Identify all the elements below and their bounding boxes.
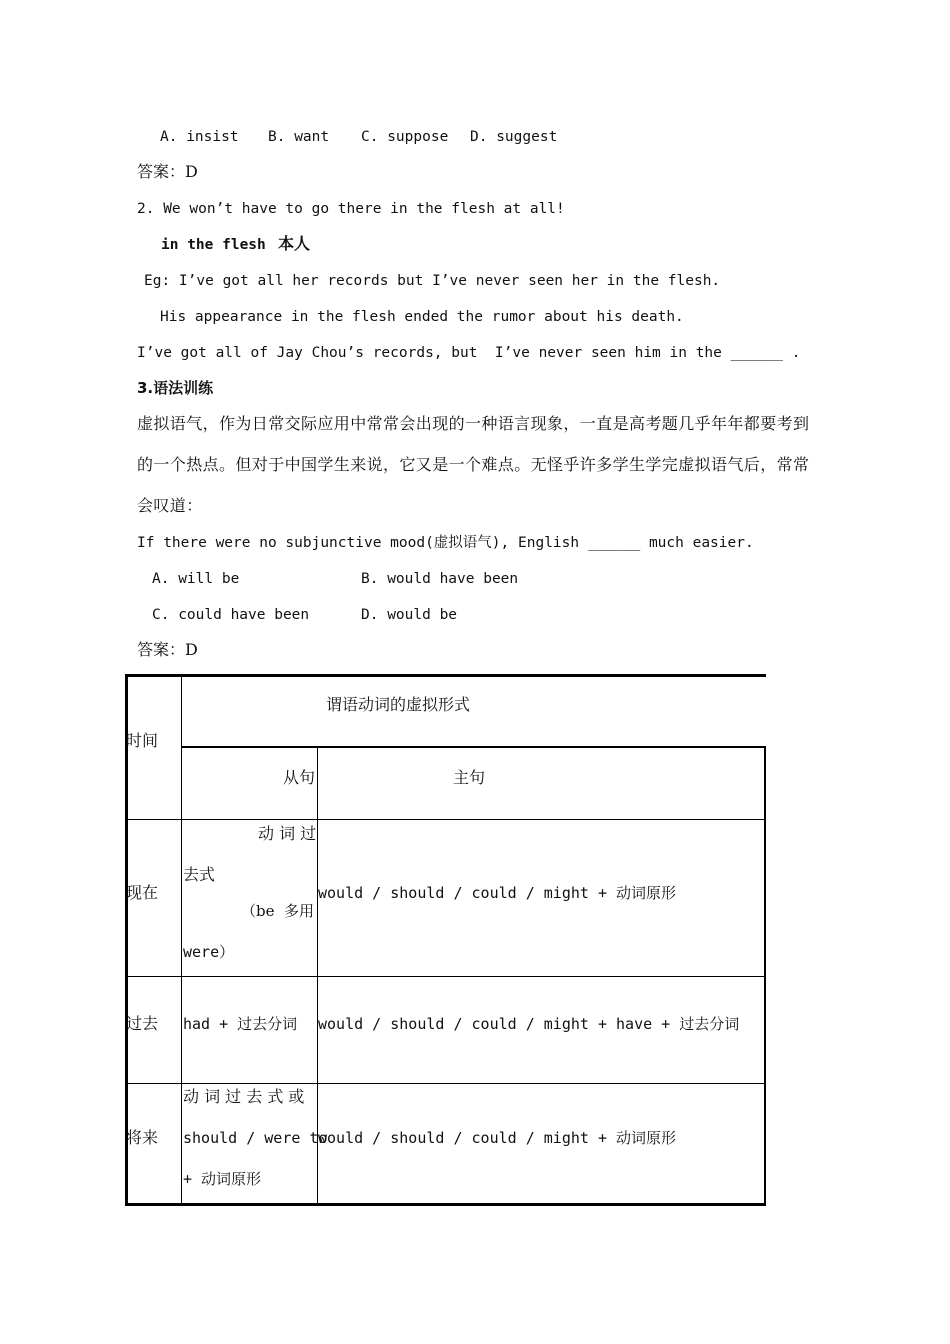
q3-sentence: If there were no subjunctive mood(虚拟语气), English ______ much easier. [137,535,754,551]
row-present-sub-1: 动 词 过 [258,824,317,843]
exercise-sentence: I’ve got all of Jay Chou’s records, but I’ve never seen him in the ______ . [137,345,801,361]
row-past-sub: had + 过去分词 [183,1015,298,1033]
row-present-main: would / should / could / might + 动词原形 [318,884,677,902]
q3-option-d: D. would be [361,607,458,623]
row-future-time: 将来 [126,1128,159,1147]
q3-option-c: C. could have been [152,607,310,623]
row-present-sub-4: were） [183,943,235,961]
subjunctive-table [125,674,766,1206]
header-main-clause: 主句 [453,768,486,787]
row-future-main: would / should / could / might + 动词原形 [318,1129,677,1147]
example-1: Eg: I’ve got all her records but I’ve never seen her in the flesh. [144,273,721,289]
q1-answer: 答案：D [137,162,198,181]
phrase: in the flesh [161,237,266,253]
q2-sentence: 2. We won’t have to go there in the flesh at all! [137,201,565,217]
row-future-sub-3: + 动词原形 [183,1170,262,1188]
row-future-sub-1: 动 词 过 去 式 或 [183,1087,305,1106]
example-2: His appearance in the flesh ended the rumor about his death. [160,309,684,325]
section-title: 3.语法训练 [137,379,214,397]
row-present-sub-2: 去式 [183,865,216,884]
q3-option-b: B. would have been [361,571,519,587]
option-c: C. suppose [361,129,449,145]
option-a: A. insist [160,129,239,145]
row-past-main: would / should / could / might + have + 过去分词 [318,1015,740,1033]
header-main: 谓语动词的虚拟形式 [326,695,471,714]
option-d: D. suggest [470,129,558,145]
section-paragraph: 虚拟语气，作为日常交际应用中常常会出现的一种语言现象，一直是高考题几乎年年都要考到的一个热点。但对于中国学生来说，它又是一个难点。无怪乎许多学生学完虚拟语气后，常常会叹道： [137,414,810,515]
phrase-meaning: 本人 [278,234,311,253]
row-future-sub-2: should / were to [183,1129,328,1147]
header-sub-clause: 从句 [283,768,316,787]
q3-option-a: A. will be [152,571,240,587]
row-present-sub-3: （be 多用 [241,902,315,920]
row-past-time: 过去 [126,1014,159,1033]
q3-answer: 答案：D [137,640,198,659]
col-time: 时间 [126,731,159,750]
row-present-time: 现在 [126,883,159,902]
option-b: B. want [268,129,330,145]
